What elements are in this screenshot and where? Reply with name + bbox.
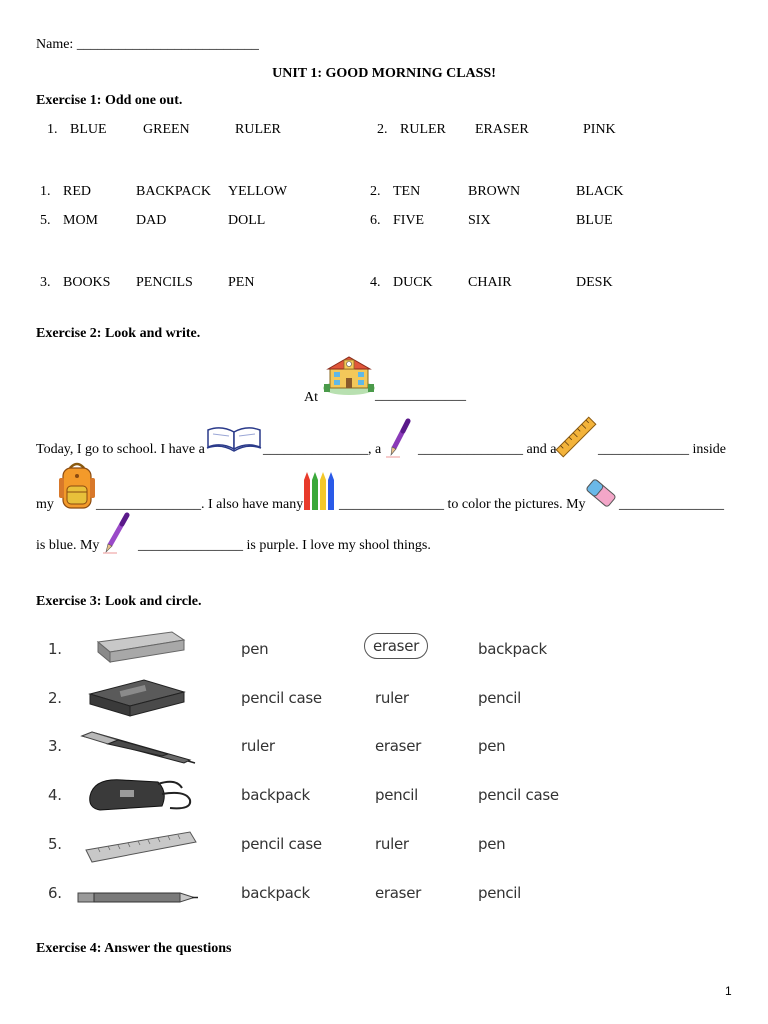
ex2-blank-pencil[interactable]: _______________ is purple. I love my shool things.	[138, 538, 431, 553]
ex3-option[interactable]: ruler	[375, 689, 409, 707]
name-label: Name:	[36, 37, 74, 52]
ex1-item-number: 3.	[40, 275, 51, 290]
ex1-item-number: 2.	[370, 184, 381, 199]
ex1-word[interactable]: DAD	[136, 213, 167, 228]
ex3-option[interactable]: ruler	[241, 737, 275, 755]
ex1-word[interactable]: PENCILS	[136, 275, 193, 290]
at-blank[interactable]: _____________	[375, 388, 466, 403]
ex1-word[interactable]: TEN	[393, 184, 421, 199]
page-title: UNIT 1: GOOD MORNING CLASS!	[272, 66, 496, 81]
ex3-option-circled[interactable]: eraser	[364, 633, 428, 659]
ex1-word[interactable]: BLACK	[576, 184, 624, 199]
ex3-option[interactable]: pencil	[375, 786, 419, 804]
exercise2-title: Exercise 2: Look and write.	[36, 326, 201, 341]
ex1-word[interactable]: BLUE	[70, 122, 107, 137]
ex2-blank-book[interactable]: _______________, a	[263, 442, 382, 457]
ex1-word[interactable]: RULER	[400, 122, 446, 137]
ex2-blank-eraser[interactable]: _______________	[619, 497, 724, 512]
ex1-item-number: 1.	[40, 184, 51, 199]
ex3-option[interactable]: eraser	[375, 884, 421, 902]
ex3-option[interactable]: backpack	[241, 884, 310, 902]
ex3-option[interactable]: eraser	[375, 737, 421, 755]
ex3-item-number: 6.	[48, 884, 62, 902]
page-number: 1	[725, 984, 732, 998]
ex3-item-number: 2.	[48, 689, 62, 707]
ex2-blank-pen[interactable]: _______________ and a	[418, 442, 557, 457]
ex3-option[interactable]: backpack	[478, 640, 547, 658]
at-label: At	[304, 390, 318, 405]
ex1-word[interactable]: FIVE	[393, 213, 425, 228]
ex1-word[interactable]: ERASER	[475, 122, 529, 137]
ex1-word[interactable]: PINK	[583, 122, 616, 137]
pencil-picture	[76, 890, 200, 906]
name-line	[36, 37, 259, 53]
exercise4-title: Exercise 4: Answer the questions	[36, 941, 232, 956]
ex1-item-number: 4.	[370, 275, 381, 290]
name-blank[interactable]: __________________________	[76, 37, 259, 52]
ruler-icon	[557, 418, 595, 456]
ex3-option[interactable]: backpack	[241, 786, 310, 804]
ex2-text: Today, I go to school. I have a	[36, 442, 205, 457]
book-icon	[205, 424, 263, 452]
ex1-word[interactable]: DUCK	[393, 275, 433, 290]
ex1-word[interactable]: SIX	[468, 213, 491, 228]
backpack-icon	[58, 460, 96, 512]
exercise1-title: Exercise 1: Odd one out.	[36, 93, 183, 108]
ex1-word[interactable]: GREEN	[143, 122, 190, 137]
pen-icon	[386, 418, 414, 458]
ex1-word[interactable]: RULER	[235, 122, 281, 137]
ruler-picture	[84, 830, 198, 866]
eraser-picture	[94, 628, 186, 666]
ex1-word[interactable]: BACKPACK	[136, 184, 211, 199]
ex3-option[interactable]: pencil case	[478, 786, 559, 804]
ex3-item-number: 4.	[48, 786, 62, 804]
ex1-word[interactable]: BROWN	[468, 184, 521, 199]
pencil-icon	[101, 512, 133, 554]
ex2-blank-backpack[interactable]: _______________. I also have many	[96, 497, 304, 512]
ex1-word[interactable]: RED	[63, 184, 91, 199]
ex3-option[interactable]: ruler	[375, 835, 409, 853]
ex1-word[interactable]: YELLOW	[228, 184, 288, 199]
ex1-word[interactable]: MOM	[63, 213, 99, 228]
ex3-option[interactable]: pencil case	[241, 835, 322, 853]
ex3-option[interactable]: pencil	[478, 689, 522, 707]
ex2-text: is blue. My	[36, 538, 100, 553]
ex1-item-number: 1.	[47, 122, 58, 137]
ex3-option[interactable]: pencil	[478, 884, 522, 902]
ex1-item-number: 2.	[377, 122, 388, 137]
ex2-blank-crayons[interactable]: _______________ to color the pictures. My	[339, 497, 586, 512]
eraser-icon	[585, 476, 617, 510]
crayons-icon	[302, 470, 336, 512]
school-icon	[322, 354, 376, 396]
ex1-item-number: 5.	[40, 213, 51, 228]
ex3-item-number: 3.	[48, 737, 62, 755]
ex1-word[interactable]: PEN	[228, 275, 255, 290]
ex2-blank-ruler[interactable]: _____________ inside	[598, 442, 726, 457]
ex3-option[interactable]: pen	[478, 835, 506, 853]
ex1-word[interactable]: CHAIR	[468, 275, 512, 290]
ex3-item-number: 5.	[48, 835, 62, 853]
ex1-word[interactable]: BOOKS	[63, 275, 111, 290]
pencil-case-picture	[86, 676, 186, 718]
ex3-option[interactable]: pencil case	[241, 689, 322, 707]
ex2-text: my	[36, 497, 54, 512]
ex3-option[interactable]: pen	[241, 640, 269, 658]
backpack-picture	[86, 772, 196, 816]
ex3-item-number: 1.	[48, 640, 62, 658]
ex1-item-number: 6.	[370, 213, 381, 228]
exercise3-title: Exercise 3: Look and circle.	[36, 594, 202, 609]
ex1-word[interactable]: DESK	[576, 275, 613, 290]
ex1-word[interactable]: BLUE	[576, 213, 613, 228]
ex1-word[interactable]: DOLL	[228, 213, 266, 228]
pen-picture	[78, 730, 196, 764]
ex3-option[interactable]: pen	[478, 737, 506, 755]
